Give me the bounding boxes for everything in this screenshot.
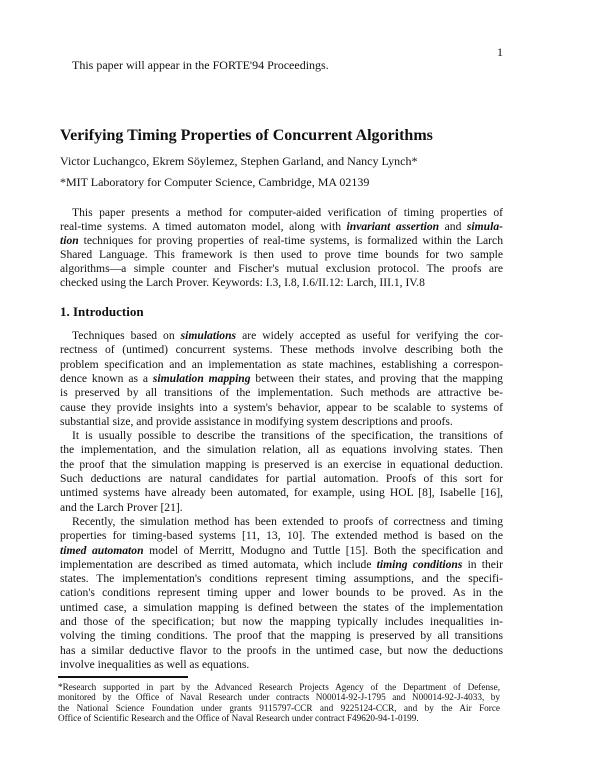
body-line bbox=[60, 615, 503, 629]
text-run: techniques for proving properties of real-time systems, is formalized within the Larch bbox=[78, 234, 503, 247]
body-line bbox=[60, 501, 503, 515]
footnote-rule bbox=[58, 676, 188, 678]
abstract-line bbox=[60, 248, 503, 262]
body-line bbox=[60, 572, 503, 586]
text-run: and those of the specification; but now the mapping typically includes inequalities in- bbox=[60, 615, 503, 628]
body-line bbox=[60, 629, 503, 643]
abstract-line bbox=[60, 276, 503, 290]
text-run: Techniques based on bbox=[72, 329, 181, 342]
body-line bbox=[60, 343, 503, 357]
text-run: properties for timing-based systems [11, 13, 10]. The extended method is based on the bbox=[60, 529, 503, 543]
text-run: cause they provide insights into a system's behavior, appear to be scalable to systems of bbox=[60, 400, 503, 414]
text-run: problem specification and an implementation as state machines, establishing a correspon- bbox=[60, 357, 503, 371]
text-run: and bbox=[439, 220, 467, 233]
text-run: rectness of (untimed) concurrent systems. These methods involve describing both the bbox=[60, 343, 503, 357]
body-line bbox=[60, 586, 503, 600]
body-line bbox=[60, 658, 503, 672]
text-run: are widely accepted as useful for verifying the cor- bbox=[236, 329, 503, 342]
abstract-line bbox=[60, 262, 503, 276]
abstract-line bbox=[60, 220, 503, 234]
text-run: the implementation, and the simulation relation, all as equations involving states. Then bbox=[60, 443, 503, 457]
body-line bbox=[60, 443, 503, 457]
text-run: involve inequalities as well as equations. bbox=[60, 657, 250, 671]
text-run: states. The implementation's conditions represent timing assumptions, and the specifi- bbox=[60, 572, 503, 586]
body-line bbox=[60, 486, 503, 500]
footnote-line: monitored by the Office of Naval Research under contracts N00014-92-J-1795 and N00014-92-J-4033, by bbox=[58, 692, 500, 703]
text-run: Shared Language. This framework is then used to prove time bounds for two sample bbox=[60, 248, 503, 261]
text-run: This paper presents a method for computer-aided verification of timing properties of bbox=[72, 206, 503, 219]
paper-title: Verifying Timing Properties of Concurrent Algorithms bbox=[60, 127, 433, 144]
text-run: It is usually possible to describe the transitions of the specification, the transitions of bbox=[72, 429, 503, 443]
author-list: Victor Luchangco, Ekrem Söylemez, Stephen Garland, and Nancy Lynch* bbox=[60, 154, 418, 168]
text-run: substantial size, and provide assistance in modifying system descriptions and proofs. bbox=[60, 414, 453, 428]
text-run: has a similar deductive flavor to the proofs in the untimed case, but now the deductions bbox=[60, 643, 503, 657]
body-line bbox=[60, 544, 503, 558]
text-run: checked using the Larch Prover. Keywords: I.3, I.8, I.6/II.12: Larch, III.1, IV.8 bbox=[60, 276, 425, 289]
body-line bbox=[60, 386, 503, 400]
affiliation: *MIT Laboratory for Computer Science, Cambridge, MA 02139 bbox=[60, 175, 370, 189]
text-run: dence known as a bbox=[60, 371, 153, 385]
body-line bbox=[72, 429, 503, 443]
text-run: and the Larch Prover [21]. bbox=[60, 500, 183, 514]
text-run: Such deductions are natural candidates for partial automation. Proofs of this sort for bbox=[60, 472, 503, 485]
text-run: between their states, and proving that the mapping bbox=[250, 371, 503, 385]
footnote-line: the National Science Foundation under grants 9115797-CCR and 9225124-CCR, and by the Air Force bbox=[58, 702, 500, 713]
body-line bbox=[72, 515, 503, 529]
footnote-line: *Research supported in part by the Advanced Research Projects Agency of the Department of Defense, bbox=[58, 682, 500, 692]
emphasized-text: tion bbox=[60, 234, 79, 247]
abstract-line bbox=[72, 206, 503, 220]
body-line bbox=[60, 601, 503, 615]
body-line bbox=[60, 644, 503, 658]
body-line bbox=[60, 415, 503, 429]
body-line bbox=[60, 558, 503, 572]
text-run: untimed case, a simulation mapping is defined between the states of the implementation bbox=[60, 600, 503, 614]
emphasized-text: simula- bbox=[466, 220, 503, 233]
text-run: implementation are described as timed automata, which include bbox=[60, 557, 377, 571]
emphasized-text: invariant assertion bbox=[346, 220, 440, 233]
emphasized-text: simulation mapping bbox=[152, 371, 251, 385]
text-run: volving the timing conditions. The proof that the mapping is preserved by all transitions bbox=[60, 629, 503, 643]
text-run: cation's conditions represent timing upper and lower bounds to be proved. As in the bbox=[60, 586, 503, 600]
body-line bbox=[60, 401, 503, 415]
text-run: Recently, the simulation method has been extended to proofs of correctness and timing bbox=[72, 514, 503, 528]
body-line bbox=[60, 372, 503, 386]
emphasized-text: timed automaton bbox=[60, 543, 144, 557]
text-run: algorithms—a simple counter and Fischer's mutual exclusion protocol. The proofs are bbox=[60, 262, 503, 275]
emphasized-text: timing conditions bbox=[376, 557, 463, 571]
body-line bbox=[60, 529, 503, 543]
body-line bbox=[72, 329, 503, 343]
text-run: in their bbox=[462, 557, 503, 571]
text-run: is preserved by all transitions of the implementation. Such methods are attractive be- bbox=[60, 386, 503, 400]
section-heading: 1. Introduction bbox=[60, 304, 144, 319]
text-run: the proof that the simulation mapping is preserved is an exercise in equational deduction. bbox=[60, 457, 503, 471]
text-run: real-time systems. A timed automaton model, along with bbox=[60, 220, 347, 233]
body-line bbox=[60, 472, 503, 486]
abstract-line bbox=[60, 234, 503, 248]
body-line bbox=[60, 458, 503, 472]
emphasized-text: simulations bbox=[180, 329, 237, 342]
text-run: model of Merritt, Modugno and Tuttle [15]. Both the specification and bbox=[143, 543, 503, 557]
footnote-line: Office of Scientific Research and the Office of Naval Research under contract F49620-94-1-0199. bbox=[58, 712, 419, 723]
text-run: untimed systems have already been automated, for example, using HOL [8], Isabelle [16], bbox=[60, 486, 503, 500]
body-line bbox=[60, 358, 503, 372]
page-number: 1 bbox=[497, 45, 503, 59]
publication-note: This paper will appear in the FORTE'94 Proceedings. bbox=[72, 58, 329, 72]
